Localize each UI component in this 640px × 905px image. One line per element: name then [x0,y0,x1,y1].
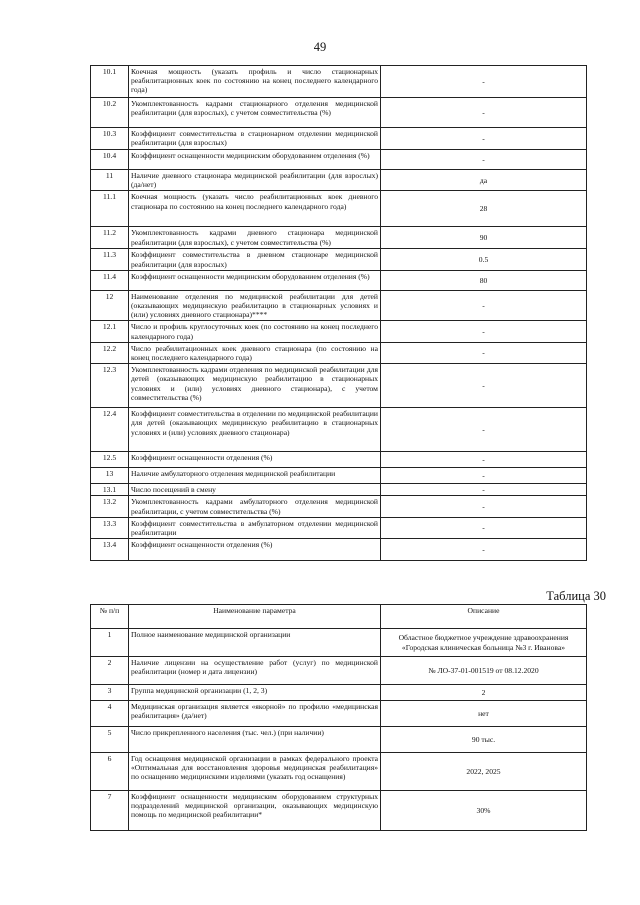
table-30-cell-num: 6 [91,753,129,791]
table-30-row [91,791,587,831]
table-29-cell-num: 11.3 [91,249,129,270]
table-29-cell-text: Коэффициент совместительства в дневном стационаре медицинской реабилитации (для взрослых) [129,249,381,270]
table-30-cell-num: 3 [91,685,129,701]
table-29-cell-num: 10.1 [91,66,129,98]
table-30-cell-num: 7 [91,791,129,831]
table-29-cell-text: Коэффициент совместительства в отделении по медицинской реабилитации для детей (оказывающих медицинскую реабилитацию в стационарных условиях и (или) условиях дневного стационара) [129,408,381,452]
table-30-cell-value: 90 тыс. [381,727,587,753]
table-29-cell-text: Наличие амбулаторного отделения медицинской реабилитации [129,468,381,484]
table-29-cell-num: 10.4 [91,150,129,170]
table-29-cell-num: 13 [91,468,129,484]
table-29-cell-text: Коечная мощность (указать число реабилитационных коек дневного стационара по состоянию на конец последнего календарного года) [129,191,381,227]
table-30-row [91,685,587,701]
table-29-cell-num: 13.2 [91,496,129,517]
table-29-cell-text: Наименование отделения по медицинской реабилитации для детей (оказывающих медицинскую реабилитацию в стационарных условиях и (или) условиях дневного стационара)**** [129,290,381,321]
table-29-cell-text: Укомплектованность кадрами стационарного отделения медицинской реабилитации (для взрослых), с учетом совместительства (%) [129,98,381,128]
table-29-row [91,227,587,249]
table-30-cell-text: Год оснащения медицинской организации в рамках федерального проекта «Оптимальная для восстановления здоровья медицинская реабилитация» по оснащению медицинскими изделиями (указать год оснащения) [129,753,381,791]
table-29-cell-text: Укомплектованность кадрами отделения по медицинской реабилитации для детей (оказывающих медицинскую реабилитацию в стационарных условиях и (или) условиях дневного стационара), с учетом совместительства (%) [129,364,381,408]
table-29-cell-text: Коэффициент оснащенности медицинским оборудованием отделения (%) [129,150,381,170]
table-29-cell-num: 10.2 [91,98,129,128]
table-29-row [91,484,587,496]
table-29-cell-value: - [381,517,587,538]
table-29-cell-value: - [381,408,587,452]
table-30-cell-text: Число прикрепленного населения (тыс. чел.) (при наличии) [129,727,381,753]
table-29-cell-value: - [381,66,587,98]
table-29-cell-value: - [381,98,587,128]
table-29-cell-value: - [381,150,587,170]
table-29-cell-value: да [381,170,587,191]
table-29-cell-num: 11.1 [91,191,129,227]
table-29-cell-value: 80 [381,270,587,290]
table-30-cell-num: 1 [91,629,129,657]
table-29-continuation [90,65,587,561]
table-30-row [91,629,587,657]
table-29-cell-text: Укомплектованность кадрами дневного стационара медицинской реабилитации (для взрослых), с учетом совместительства (%) [129,227,381,249]
table-29-cell-value: - [381,496,587,517]
table-29-row [91,98,587,128]
table-29-cell-num: 13.1 [91,484,129,496]
table-29-row [91,270,587,290]
table-29-cell-num: 11.2 [91,227,129,249]
table-29-cell-num: 12.1 [91,321,129,342]
table-29-cell-value: 28 [381,191,587,227]
table-30-row [91,727,587,753]
table-29-cell-text: Коэффициент оснащенности медицинским оборудованием отделения (%) [129,270,381,290]
table-30-header [91,605,587,629]
header-num: № п/п [91,605,129,629]
table-29-row [91,290,587,321]
table-29-cell-num: 12.2 [91,342,129,363]
table-30-cell-value: № ЛО-37-01-001519 от 08.12.2020 [381,657,587,685]
table-29-cell-value: - [381,290,587,321]
table-29-cell-text: Коэффициент совместительства в амбулаторном отделении медицинской реабилитации [129,517,381,538]
table-29-cell-text: Число посещений в смену [129,484,381,496]
table-29-cell-text: Коечная мощность (указать профиль и число стационарных реабилитационных коек по состоянию на конец последнего календарного года) [129,66,381,98]
header-name: Наименование параметра [129,605,381,629]
table-29-cell-text: Коэффициент совместительства в стационарном отделении медицинской реабилитации (для взрослых) [129,128,381,150]
table-29-cell-text: Число реабилитационных коек дневного стационара (по состоянию на конец последнего календарного года) [129,342,381,363]
table-30-row [91,753,587,791]
table-29-cell-value: - [381,484,587,496]
table-29-cell-text: Наличие дневного стационара медицинской реабилитации (для взрослых) (да/нет) [129,170,381,191]
header-desc: Описание [381,605,587,629]
table-29-row [91,191,587,227]
table-29-cell-text: Укомплектованность кадрами амбулаторного отделения медицинской реабилитации, с учетом совместительства (%) [129,496,381,517]
table-30-cell-text: Коэффициент оснащенности медицинским оборудованием структурных подразделений медицинской организации, оказывающих медицинскую помощь по медицинской реабилитации* [129,791,381,831]
table-29-cell-num: 13.4 [91,539,129,561]
table-29-row [91,517,587,538]
table-30-cell-num: 4 [91,701,129,727]
table-29-cell-value: - [381,468,587,484]
table-29-row [91,468,587,484]
table-29-row [91,408,587,452]
table-30-cell-text: Группа медицинской организации (1, 2, 3) [129,685,381,701]
table-29-row [91,342,587,363]
table-29-row [91,66,587,98]
table-29-row [91,249,587,270]
table-29-row [91,150,587,170]
table-29-cell-num: 12.5 [91,452,129,468]
table-29-cell-value: - [381,128,587,150]
table-30-cell-value: нет [381,701,587,727]
table-29-cell-value: 0.5 [381,249,587,270]
table-29-row [91,539,587,561]
table-29-cell-value: - [381,321,587,342]
table-30-cell-text: Медицинская организация является «якорной» по профилю «медицинская реабилитация» (да/нет) [129,701,381,727]
table-30-cell-text: Наличие лицензии на осуществление работ (услуг) по медицинской реабилитации (номер и дата лицензии) [129,657,381,685]
table-29-cell-num: 13.3 [91,517,129,538]
table-29-cell-value: 90 [381,227,587,249]
page-number: 49 [313,40,327,54]
table-29-cell-text: Коэффициент оснащенности отделения (%) [129,539,381,561]
table-30-cell-text: Полное наименование медицинской организации [129,629,381,657]
table-29-cell-num: 11 [91,170,129,191]
table-30-cell-num: 2 [91,657,129,685]
table-29-cell-num: 12.3 [91,364,129,408]
table-30 [90,604,587,831]
table-30-row [91,701,587,727]
table-30-cell-num: 5 [91,727,129,753]
table-29-row [91,170,587,191]
table-29-cell-num: 10.3 [91,128,129,150]
table-29-cell-text: Коэффициент оснащенности отделения (%) [129,452,381,468]
table-29-row [91,321,587,342]
table-29-row [91,496,587,517]
table-29-cell-num: 11.4 [91,270,129,290]
table-30-cell-value: 30% [381,791,587,831]
table-30-title: Таблица 30 [546,589,606,603]
table-29-cell-value: - [381,452,587,468]
table-29-cell-value: - [381,364,587,408]
table-29-cell-num: 12 [91,290,129,321]
table-30-cell-value: 2 [381,685,587,701]
table-29-cell-value: - [381,342,587,363]
table-29-row [91,452,587,468]
table-29-cell-num: 12.4 [91,408,129,452]
table-29-cell-text: Число и профиль круглосуточных коек (по состоянию на конец последнего календарного года) [129,321,381,342]
table-30-cell-value: 2022, 2025 [381,753,587,791]
table-29-row [91,128,587,150]
table-29-row [91,364,587,408]
table-30-cell-value: Областное бюджетное учреждение здравоохранения «Городская клиническая больница №3 г. Иванова» [381,629,587,657]
table-29-cell-value: - [381,539,587,561]
table-30-row [91,657,587,685]
